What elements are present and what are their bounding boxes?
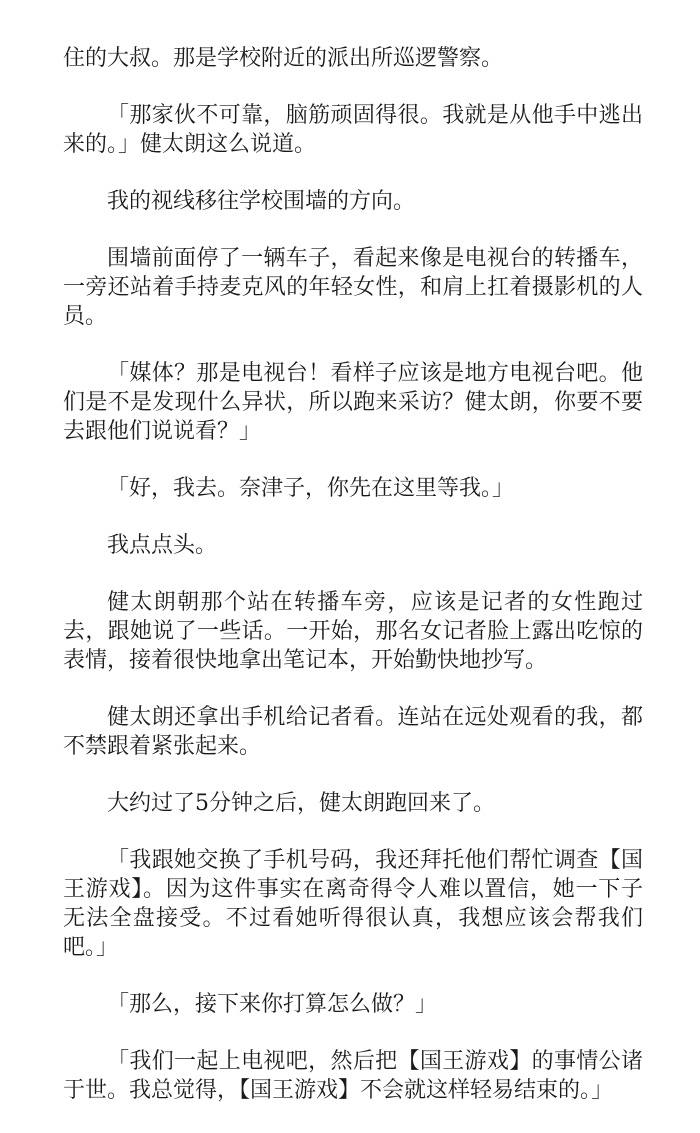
paragraph-3: 我的视线移往学校围墙的方向。 (107, 189, 416, 214)
paragraph-5: 「媒体？那是电视台！看样子应该是地方电视台吧。他们是不是发现什么异状，所以跑来采访？健太朗，你要不要去跟他们说说看？」 (63, 361, 643, 444)
paragraph-9: 健太朗还拿出手机给记者看。连站在远处观看的我，都不禁跟着紧张起来。 (63, 705, 643, 759)
paragraph-7: 我点点头。 (107, 533, 218, 558)
paragraph-8: 健太朗朝那个站在转播车旁，应该是记者的女性跑过去，跟她说了一些话。一开始，那名女记者脸上露出吃惊的表情，接着很快地拿出笔记本，开始勤快地抄写。 (63, 590, 643, 673)
paragraph-4: 围墙前面停了一辆车子，看起来像是电视台的转播车，一旁还站着手持麦克风的年轻女性，和肩上扛着摄影机的人员。 (63, 246, 643, 329)
paragraph-2: 「那家伙不可靠，脑筋顽固得很。我就是从他手中逃出来的。」健太朗这么说道。 (63, 103, 643, 157)
paragraph-10: 大约过了5分钟之后，健太朗跑回来了。 (107, 791, 495, 816)
paragraph-12: 「那么，接下来你打算怎么做？」 (107, 992, 438, 1017)
paragraph-1: 住的大叔。那是学校附近的派出所巡逻警察。 (63, 46, 504, 71)
paragraph-6: 「好，我去。奈津子，你先在这里等我。」 (107, 476, 515, 501)
paragraph-13: 「我们一起上电视吧，然后把【国王游戏】的事情公诸于世。我总觉得，【国王游戏】不会就这样轻易结束的。」 (63, 1049, 643, 1103)
book-page (63, 44, 643, 1133)
paragraph-11: 「我跟她交换了手机号码，我还拜托他们帮忙调查【国王游戏】。因为这件事实在离奇得令人难以置信，她一下子无法全盘接受。不过看她听得很认真，我想应该会帮我们吧。」 (63, 848, 643, 960)
